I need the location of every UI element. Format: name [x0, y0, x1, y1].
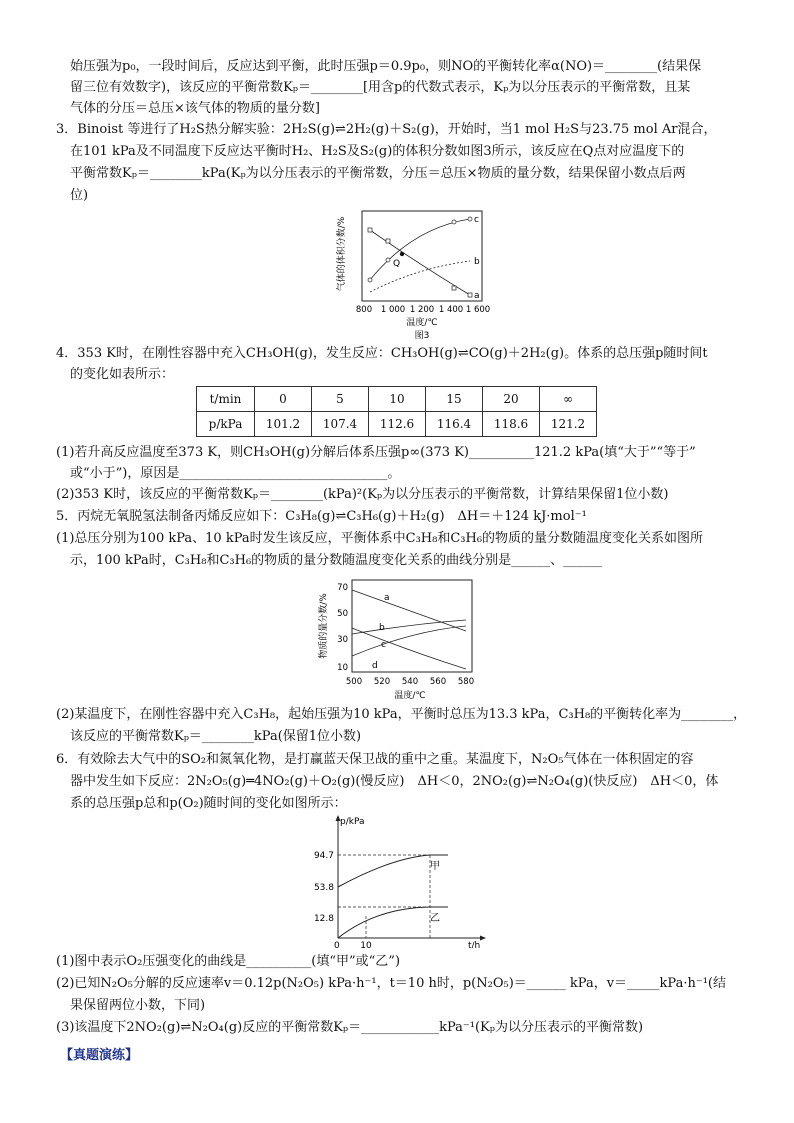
question-6-stem: 6．有效除去大气中的SO₂和氮氧化物，是打赢蓝天保卫战的重中之重。某温度下，N₂O₅气体在一体积固定的容 [56, 752, 694, 767]
fig5-curve-c [352, 626, 466, 656]
question-4-stem: 4．353 K时，在刚性容器中充入CH₃OH(g)，发生反应：CH₃OH(g)⇌CO(g)＋2H₂(g)。体系的总压强p随时间t [56, 346, 708, 361]
fig3-xlabel: 温度/℃ [406, 318, 438, 328]
fig3-curve-c [370, 219, 470, 280]
fig5-ytick: 30 [337, 635, 348, 645]
fig5-curve-label-d: d [372, 661, 378, 671]
fig5-xtick: 500 [345, 677, 363, 687]
table-cell: 121.2 [540, 412, 597, 437]
table-cell: 118.6 [483, 412, 540, 437]
fig3-curve-label-a: a [474, 291, 480, 301]
fig3-xtick: 1 400 [438, 305, 464, 315]
fig5-xlabel: 温度/℃ [394, 691, 426, 701]
fig5-curve-label-c: c [381, 640, 386, 650]
fig6-ytick: 94.7 [313, 851, 334, 861]
question-3-stem: 3．Binoist 等进行了H₂S热分解实验：2H₂S(g)⇌2H₂(g)＋S₂(g)，开始时，当1 mol H₂S与23.75 mol Ar混合， [56, 122, 717, 137]
fig5-curve-label-b: b [379, 623, 385, 633]
fig5-curve-a [352, 590, 466, 631]
table-cell: 116.4 [426, 412, 483, 437]
table-cell: 5 [312, 387, 369, 412]
fig5-curve-b [352, 620, 466, 634]
fig6-xtick: 10 [360, 941, 372, 948]
fig6-curve-label-jia: 甲 [430, 861, 440, 872]
table-cell: 15 [426, 387, 483, 412]
text-line: (1)总压分别为100 kPa、10 kPa时发生该反应，平衡体系中C₃H₈和C₃H₆的物质的量分数随温度变化关系如图所 [56, 531, 704, 546]
fig3-xtick: 1 200 [409, 305, 435, 315]
table-header-p: p/kPa [197, 412, 255, 437]
table-row [197, 412, 597, 437]
question-5-stem: 5．丙烷无氧脱氢法制备丙烯反应如下：C₃H₈(g)⇌C₃H₆(g)＋H₂(g) ΔH＝＋124 kJ·mol⁻¹ [56, 509, 587, 524]
text-line: 气体的分压＝总压×该气体的物质的量分数] [70, 101, 320, 116]
fig5-ytick: 10 [337, 663, 348, 673]
fig5-ytick: 50 [337, 609, 348, 619]
table-cell: 101.2 [255, 412, 312, 437]
fig6-xlabel: t/h [468, 941, 481, 948]
table-cell: 112.6 [369, 412, 426, 437]
fig5-curve-label-a: a [384, 593, 390, 603]
table-cell: 20 [483, 387, 540, 412]
fig5-xtick: 540 [401, 677, 419, 687]
text-line: 始压强为p₀，一段时间后，反应达到平衡，此时压强p＝0.9p₀，则NO的平衡转化率α(NO)＝________(结果保 [70, 59, 702, 74]
text-line: 位) [70, 188, 89, 203]
fig5-xtick: 580 [457, 677, 475, 687]
figure-6-chart [306, 812, 496, 948]
table-row [197, 387, 597, 412]
text-line: (2)已知N₂O₅分解的反应速率v＝0.12p(N₂O₅) kPa·h⁻¹，t＝10 h时，p(N₂O₅)＝______ kPa，v＝_____kPa·h⁻¹(结 [56, 976, 726, 991]
table-cell: ∞ [540, 387, 597, 412]
text-line: 或“小于”)，原因是________________________________。 [70, 466, 401, 481]
text-line: 该反应的平衡常数Kₚ＝________kPa(保留1位小数) [70, 729, 362, 744]
fig5-plot-frame [352, 580, 472, 672]
table-cell: 10 [369, 387, 426, 412]
text-line: (2)353 K时，该反应的平衡常数Kₚ＝________(kPa)²(Kₚ为以分压表示的平衡常数，计算结果保留1位小数) [56, 487, 669, 502]
table-cell: 0 [255, 387, 312, 412]
text-line: (1)若升高反应温度至373 K，则CH₃OH(g)分解后体系压强p∞(373 K)__________121.2 kPa(填“大于”“等于” [56, 445, 696, 460]
fig6-ytick: 12.8 [313, 914, 334, 924]
text-line: 果保留两位小数，下同) [70, 998, 206, 1013]
pressure-time-table [196, 386, 597, 437]
figure-3-chart [322, 208, 492, 342]
fig5-ytick: 70 [337, 583, 348, 593]
fig3-curve-label-b: b [474, 257, 480, 267]
fig6-xtick: 0 [334, 941, 340, 948]
text-line: (1)图中表示O₂压强变化的曲线是__________(填“甲”或“乙”) [56, 954, 401, 969]
fig3-ylabel: 气体的体积分数/% [337, 216, 347, 292]
text-line: 留三位有效数字)，该反应的平衡常数Kₚ＝________[用含p的代数式表示，Kₚ为以分压表示的平衡常数，且某 [70, 80, 691, 95]
text-line: (3)该温度下2NO₂(g)⇌N₂O₄(g)反应的平衡常数Kₚ＝____________kPa⁻¹(Kₚ为以分压表示的平衡常数) [56, 1020, 644, 1035]
fig3-plot-frame [362, 211, 482, 301]
fig3-point-q [400, 252, 404, 256]
fig5-ylabel: 物质的量分数/% [319, 593, 329, 659]
text-line: 平衡常数Kₚ＝________kPa(Kₚ为以分压表示的平衡常数，分压＝总压×物质的量分数，结果保留小数点后两 [70, 166, 686, 181]
text-line: 在101 kPa及不同温度下反应达平衡时H₂、H₂S及S₂(g)的体积分数如图3所示，该反应在Q点对应温度下的 [70, 144, 685, 159]
figure-5-chart [312, 576, 484, 704]
fig6-ytick: 53.8 [313, 883, 334, 893]
text-line: (2)某温度下，在刚性容器中充入C₃H₈，起始压强为10 kPa，平衡时总压为13.3 kPa，C₃H₈的平衡转化率为________， [56, 707, 747, 722]
section-tag: 【真题演练】 [60, 1048, 139, 1063]
fig6-ylabel: p/kPa [340, 817, 365, 827]
text-line: 系的总压强p总和p(O₂)随时间的变化如图所示： [70, 796, 347, 811]
table-cell: 107.4 [312, 412, 369, 437]
fig3-curve-label-c: c [474, 215, 479, 225]
fig5-curve-d [352, 628, 466, 669]
text-line: 器中发生如下反应：2N₂O₅(g)═4NO₂(g)＋O₂(g)(慢反应) ΔH＜0，2NO₂(g)⇌N₂O₄(g)(快反应) ΔH＜0，体 [70, 774, 719, 789]
fig5-xtick: 520 [373, 677, 391, 687]
text-line: 示，100 kPa时，C₃H₈和C₃H₆的物质的量分数随温度变化关系的曲线分别是______、______ [70, 553, 603, 568]
table-header-t: t/min [197, 387, 255, 412]
fig5-xtick: 560 [429, 677, 447, 687]
fig3-xtick: 800 [355, 305, 373, 315]
fig6-curve-label-yi: 乙 [430, 913, 440, 924]
fig3-point-q-label: Q [393, 259, 401, 269]
fig3-xtick: 1 600 [465, 305, 491, 315]
fig3-xtick: 1 000 [380, 305, 406, 315]
text-line: 的变化如表所示： [70, 367, 175, 382]
fig3-caption: 图3 [414, 331, 430, 341]
